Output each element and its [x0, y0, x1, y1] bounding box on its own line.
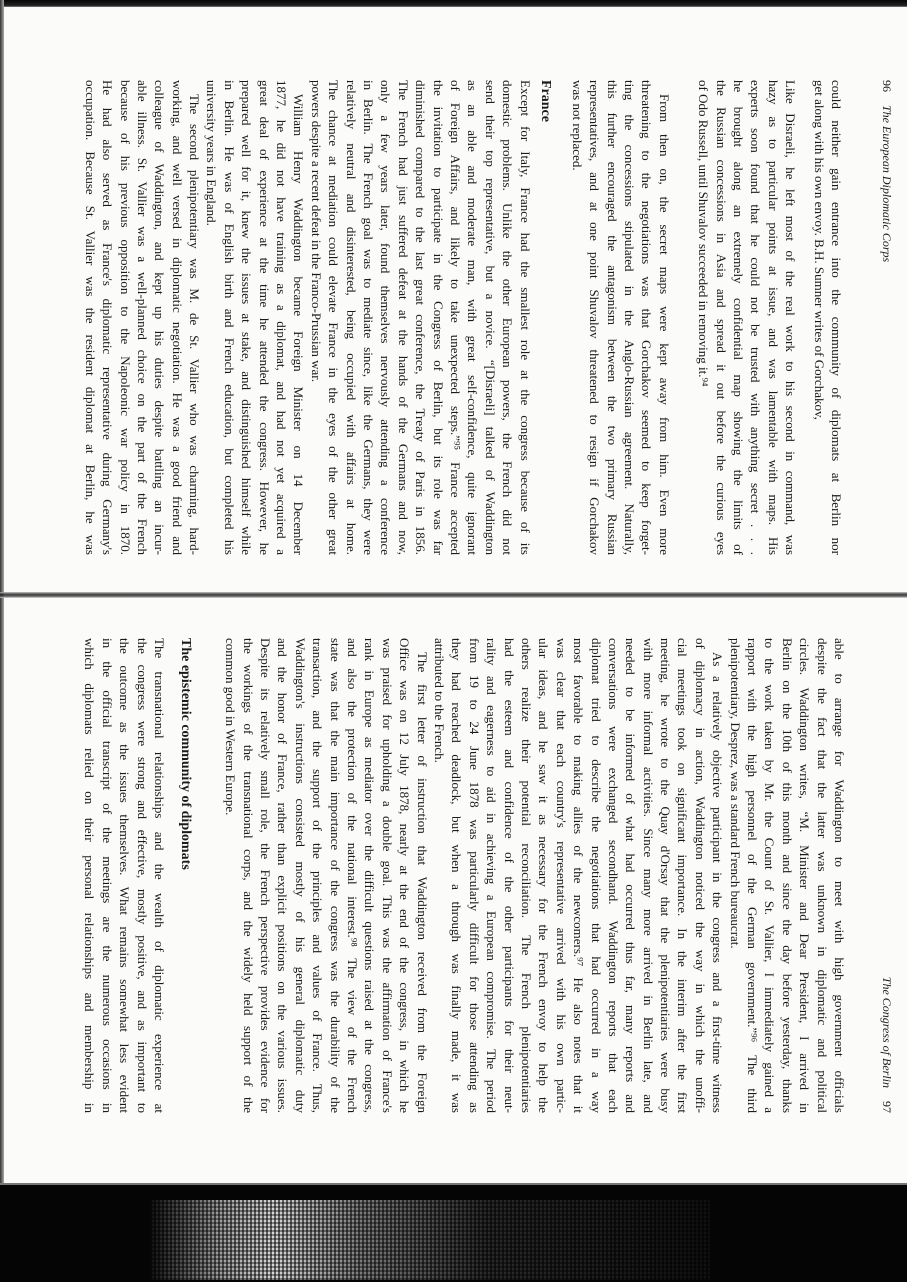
text-line: representatives, and at one point Shuvalov threatened to resign if Gorchakov: [587, 80, 603, 555]
text-line: the Russian concessions in Asia and spread it out before the curious eyes: [713, 80, 729, 555]
page-left: [82, 80, 895, 555]
text-line: with more informal activities. Since many more arrived in Berlin late, and: [640, 638, 656, 1113]
text-line: Except for Italy, France had the smallest role at the congress because of its: [517, 80, 533, 555]
text-line: others realize their potential reconciliation. The French plenipotentiaries: [518, 638, 534, 1113]
text-line: common good in Western Europe.: [223, 638, 239, 816]
text-line: transaction, and the support of the principles and values of France. Thus,: [310, 638, 326, 1113]
text-line: rapport with the high personnel of the German government.”⁹⁶ The third: [745, 638, 761, 1113]
text-line: from 19 to 24 June 1878 was particularly difficult for those attending as: [466, 638, 482, 1113]
text-line: 1877, he did not have training as a diplomat, and had not yet acquired a: [274, 80, 290, 555]
text-line: which diplomats relied on their personal relationships and membership in: [82, 638, 98, 1113]
text-line: in Berlin. He was of English birth and French education, but completed his: [221, 80, 237, 555]
text-line: ting the concessions stipulated in the Anglo-Russian agreement. Naturally,: [622, 80, 638, 555]
text-line: university years in England.: [204, 80, 220, 226]
section-heading: The epistemic community of diplomats: [177, 638, 193, 870]
text-line: this further encouraged the antagonism between the two primary Russian: [604, 80, 620, 555]
text-line: could neither gain entrance into the community of diplomats at Berlin nor: [829, 80, 844, 555]
text-line: Berlin on the 10th of this month and since the day before yesterday, thanks: [779, 638, 795, 1113]
paragraph: [810, 80, 845, 555]
text-line: The second plenipotentiary was M. de St. Vallier who was charming, hard-: [187, 94, 203, 555]
text-line: meeting, he wrote to the Quay d'Orsay that the plenipotentiaries were busy: [658, 638, 674, 1113]
text-line: diplomat tried to describe the negotiations that had occurred in a way: [588, 638, 604, 1113]
text-line: Waddington's instructions consisted mostly of his general diplomatic duty: [292, 638, 308, 1113]
text-line: working, and well versed in diplomatic negotiation. He was a good friend and: [169, 80, 185, 555]
paragraph: [431, 638, 727, 1113]
text-line: circles. Waddington writes, “M. Minister and Dear President, I arrived in: [797, 638, 813, 1113]
text-line: prepared well for it, knew the issues at stake, and distinguished himself while: [239, 80, 255, 555]
page-number: 97: [880, 1101, 894, 1113]
scan-top-edge: [0, 0, 907, 7]
paragraph: [81, 80, 203, 555]
text-line: plenipotentiary, Desprez, was a standard French bureaucrat.: [727, 638, 743, 949]
text-line: the workings of the transnational corps, and the widely held support of the: [240, 638, 256, 1113]
page-number: 96: [880, 80, 894, 92]
text-line: rank in Europe as mediator over the difficult questions raised at the congress,: [362, 638, 378, 1113]
text-line: Despite its relatively small role, the French perspective provides evidence for: [258, 638, 274, 1113]
text-line: was praised for upholding a double goal. This was the affirmation of France's: [379, 638, 395, 1113]
text-line: cial meetings took on significant importance. In the interim after the first: [675, 638, 691, 1113]
paragraph: [726, 638, 848, 1113]
page-right: [82, 638, 895, 1113]
text-line: of Odo Russell, until Shuvalov succeeded in removing it.⁹⁴: [696, 80, 712, 387]
text-line: able illness. St. Vallier was a well-planned choice on the part of the French: [134, 80, 150, 555]
section-heading: France: [537, 80, 553, 122]
text-line: was clear that each country's representative arrived with his own partic-: [553, 638, 569, 1113]
running-title: The Congress of Berlin: [880, 976, 894, 1088]
text-line: had the esteem and confidence of the other participants for their neut-: [501, 638, 517, 1113]
paragraph: [307, 80, 533, 555]
text-line: diminished compared to the last great conference, the Treaty of Paris in 1856.: [413, 80, 429, 555]
text-line: to the work taken by Mr. the Count of St. Vallier, I immediately gained a: [762, 638, 778, 1113]
text-line: the outcome as the issues themselves. What remains somewhat less evident: [117, 638, 133, 1113]
text-line: as an able and moderate man, with great self-confidence, quite ignorant: [465, 80, 481, 555]
text-line: great deal of experience at the time he attended the congress. However, he: [256, 80, 272, 555]
text-line: only a few years later, found themselves nervously attending a conference: [378, 80, 394, 555]
scan-halftone-artifact: [150, 1200, 710, 1280]
text-line: Office was on 12 July 1878, nearly at the end of the congress, in which he: [397, 638, 413, 1113]
text-line: despite the fact that the latter was unknown in diplomatic and political: [814, 638, 830, 1113]
text-line: most favorable to making allies of the newcomers.⁹⁷ He also notes that it: [571, 638, 587, 1113]
text-line: able to arrange for Waddington to meet with high government officials: [832, 638, 847, 1113]
paragraph: [695, 80, 799, 555]
text-line: and the honor of France, rather than explicit positions on the various issues.: [275, 638, 291, 1113]
text-line: colleague of Waddington, and kept up his duties despite battling an incur-: [152, 80, 168, 555]
text-line: was not replaced.: [569, 80, 585, 171]
text-line: send their top representative, but a novice. “[Disraeli] talked of Waddington: [482, 80, 498, 555]
text-line: of Foreign Affairs, and likely to take unexpected steps.”⁹⁵ France accepted: [447, 80, 463, 555]
text-line: From then on, the secret maps were kept away from him. Even more: [656, 94, 672, 555]
running-title: The European Diplomatic Corps: [880, 105, 894, 263]
page-body: [81, 638, 848, 1113]
text-line: he brought along an extremely confidential map showing the limits of: [731, 80, 747, 555]
text-line: get along with his own envoy. B.H. Sumner writes of Gorchakov,: [811, 80, 827, 420]
text-line: hazy as to particular points at issue, and was lamentable with maps. His: [765, 80, 781, 555]
text-line: the invitation to participate in the Congress of Berlin, but its role was far: [430, 80, 446, 555]
text-line: He had also served as France's diplomatic representative during Germany's: [100, 80, 116, 555]
text-line: The first letter of instruction that Waddington received from the Foreign: [414, 652, 430, 1113]
text-line: state was that the main importance of the congress was the durability of the: [327, 638, 343, 1113]
text-line: powers despite a recent defeat in the Franco-Prussian war.: [308, 80, 324, 383]
text-line: relatively neutral and disinterested, being occupied with affairs at home.: [343, 80, 359, 555]
text-line: Like Disraeli, he left most of the real work to his second in command, was: [783, 80, 799, 555]
paragraph: [203, 80, 307, 555]
text-line: in Berlin. The French goal was to mediate since, like the Germans, they were: [361, 80, 377, 555]
text-line: of diplomacy in action, Waddington noticed the way in which the unoffi-: [692, 638, 708, 1113]
text-line: and also the protection of the national interest.⁹⁸ The view of the French: [345, 638, 361, 1113]
paragraph: [569, 80, 673, 555]
paragraph: [81, 638, 168, 1113]
text-line: conversations were exchanged secondhand. Waddington reports that each: [605, 638, 621, 1113]
text-line: experts soon found that he could not be trusted with anything secret . . .: [748, 80, 764, 555]
running-head: [878, 638, 895, 1113]
text-line: The transnational relationships and the wealth of diplomatic experience at: [151, 638, 167, 1113]
text-line: threatening to the negotiations was that Gorchakov seemed to keep forget-: [639, 80, 655, 555]
text-line: because of his previous opposition to the Napoleonic war policy in 1870.: [117, 80, 133, 555]
text-line: the congress were strong and effective, mostly positive, and as important to: [134, 638, 150, 1113]
text-line: domestic problems. Unlike the other European powers, the French did not: [500, 80, 516, 555]
page-body: [81, 80, 845, 555]
text-line: ular ideas, and he saw it as necessary for the French envoy to help the: [536, 638, 552, 1113]
text-line: William Henry Waddington became Foreign Minister on 14 December: [291, 94, 307, 555]
text-line: The French had just suffered defeat at the hands of the Germans and now,: [395, 80, 411, 555]
text-line: As a relatively objective participant in the congress and a first-time witness: [710, 652, 726, 1113]
paragraph: [222, 638, 431, 1113]
text-line: occupation. Because St. Vallier was the resident diplomat at Berlin, he was: [82, 80, 98, 555]
text-line: needed to be informed of what had occurred thus far, many reports and: [623, 638, 639, 1113]
text-line: rality and eagerness to aid in achieving a European compromise. The period: [484, 638, 500, 1113]
text-line: in the official transcript of the meetings are the numerous occasions in: [99, 638, 115, 1113]
running-head: [878, 80, 895, 555]
book-gutter: [0, 592, 907, 598]
text-line: attributed to the French.: [432, 638, 448, 763]
text-line: they had reached deadlock, but when a through was finally made, it was: [449, 638, 465, 1113]
text-line: The chance at mediation could elevate France in the eyes of the other great: [326, 80, 342, 555]
